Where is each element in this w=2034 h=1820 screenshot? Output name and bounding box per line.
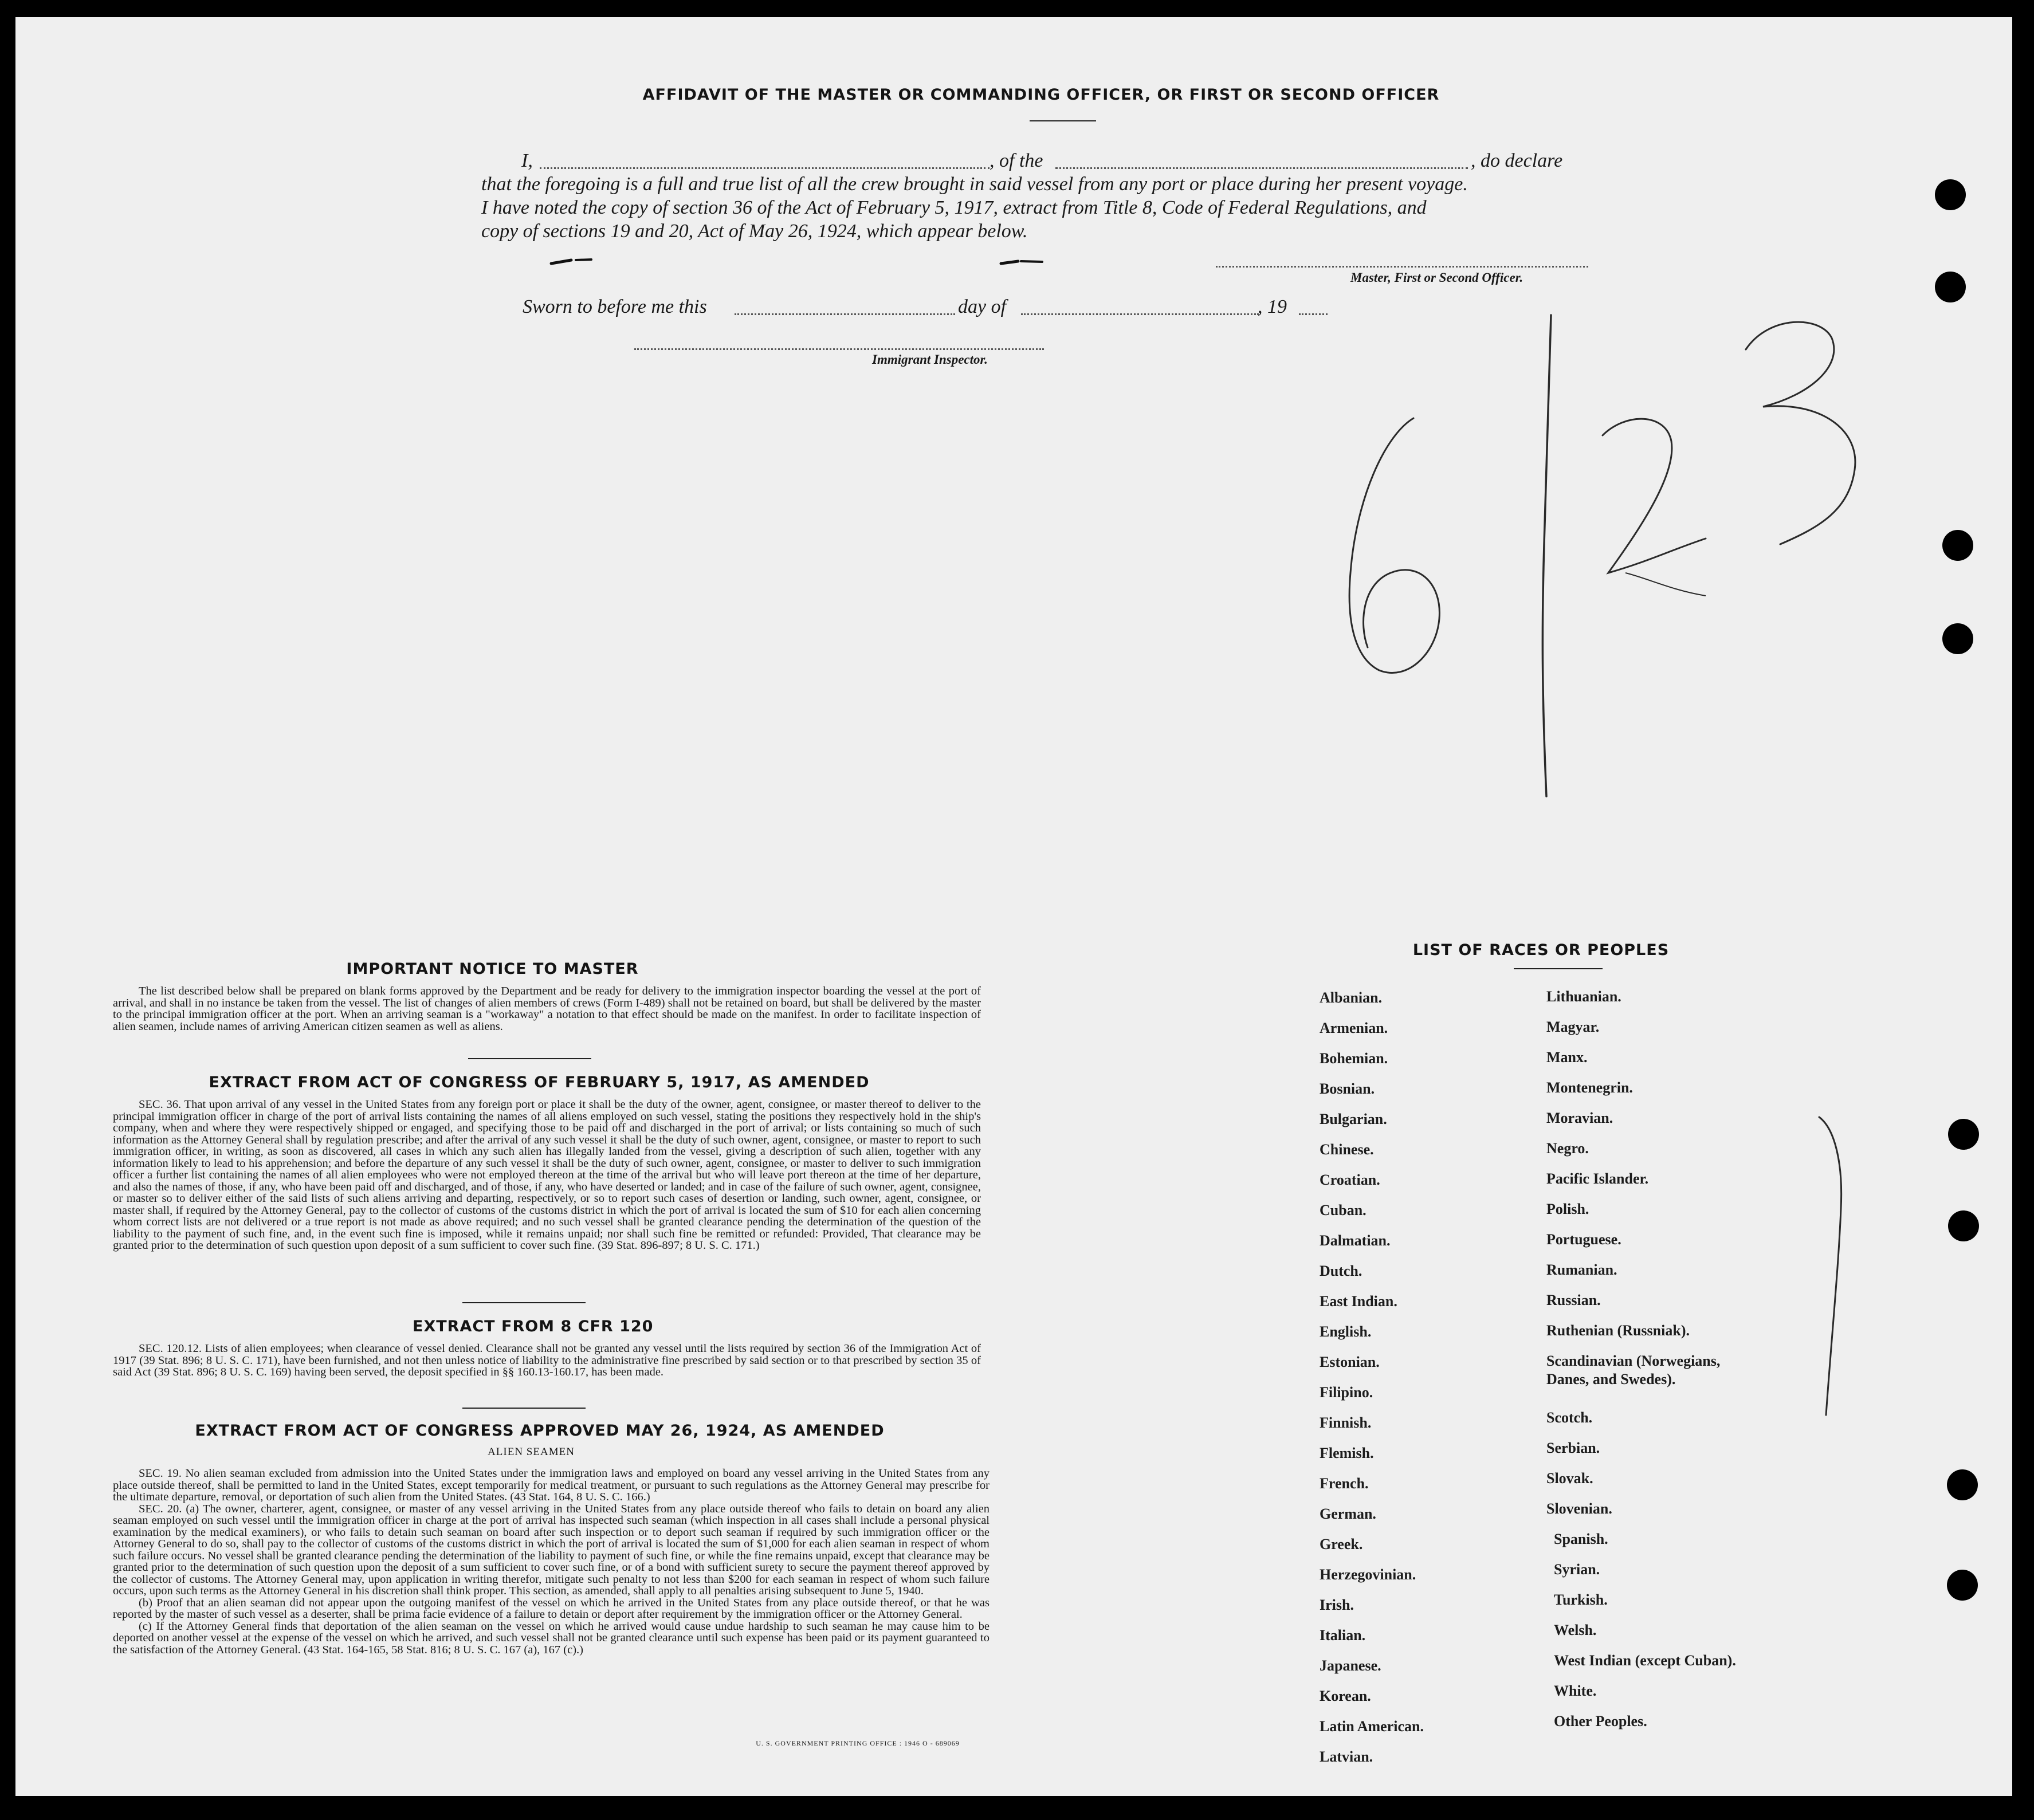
divider (1514, 968, 1603, 969)
race-dalmatian: Dalmatian. (1320, 1232, 1391, 1249)
extract-1917-title: EXTRACT FROM ACT OF CONGRESS OF FEBRUARY 5, 1917, AS AMENDED (209, 1074, 870, 1091)
race-slovak: Slovak. (1546, 1470, 1593, 1487)
sworn-year: , 19 (1258, 296, 1287, 317)
race-armenian: Armenian. (1320, 1020, 1388, 1036)
sworn-text: Sworn to before me this (523, 296, 707, 317)
race-manx: Manx. (1546, 1049, 1588, 1066)
extract-1917-paragraph: SEC. 36. That upon arrival of any vessel in the United States from any foreign port or place it shall be the duty of the owner, agent, consignee, or master thereof to deliver to the principal immigration officer in charge of the port of arrival lists containing the names of all aliens employed on such vessel, stating the positions they respectively hold in the ship's company, when and where they were respectively shipped or engaged, and specifying those to be paid off and discharged in the port of arrival; or lists containing so much of such information as the Attorney General shall by regulation prescribe; and after the arrival of any such vessel it shall be the duty of such owner, agent, consignee, or master to report to such immigration officer, in writing, as soon as discovered, all cases in which any such alien has illegally landed from the vessel, giving a description of such alien, together with any information likely to lead to his apprehension; and before the departure of any such vessel it shall be the duty of such owner, agent, consignee, or master to deliver to such immigration officer a further list containing the names of all alien employees who were not employed thereon at the time of the arrival but who will leave port thereon at the time of her departure, and also the names of those, if any, who have been paid off and discharged, and of those, if any, who have deserted or landed; and in case of the failure of such owner, agent, consignee, or master so to deliver either of the said lists of such aliens arriving and departing, respectively, or so to report such cases of desertion or landing, such owner, agent, consignee, or master shall, if required by the Attorney General, pay to the collector of customs of the customs district in which the port of arrival is located the sum of $10 for each alien concerning whom correct lists are not delivered or a true report is not made as above required; and no such vessel shall be granted clearance pending the determination of the question of the liability to the payment of such fine, and, in the event such fine is imposed, while it remains unpaid; nor shall such fine be remitted or refunded: Provided, That clearance may be granted prior to the determination of such question upon deposit of a sum sufficient to cover such fine. (39 Stat. 896-897; 8 U. S. C. 171.) (113, 1098, 981, 1252)
race-ruthenian: Ruthenian (Russniak). (1546, 1322, 1690, 1339)
punch-hole (1947, 1469, 1978, 1500)
race-german: German. (1320, 1505, 1376, 1522)
race-croatian: Croatian. (1320, 1172, 1380, 1188)
declaration-line-2: that the foregoing is a full and true list of all the crew brought in said vessel from any port or place during her present voyage. (481, 174, 1468, 195)
handwritten-6-23 (1305, 304, 1935, 819)
race-portuguese: Portuguese. (1546, 1231, 1621, 1248)
punch-hole (1947, 1570, 1978, 1601)
race-scandinavian: Scandinavian (Norwegians, Danes, and Swedes). (1546, 1353, 1721, 1387)
sworn-month-blank (1021, 313, 1259, 315)
punch-hole (1935, 272, 1966, 302)
inspector-signature-line (634, 348, 1044, 350)
race-negro: Negro. (1546, 1140, 1589, 1157)
printer-imprint: U. S. GOVERNMENT PRINTING OFFICE : 1946 O - 689069 (756, 1739, 960, 1747)
extract-1924-title: EXTRACT FROM ACT OF CONGRESS APPROVED MAY 26, 1924, AS AMENDED (195, 1422, 885, 1440)
affidavit-title: AFFIDAVIT OF THE MASTER OR COMMANDING OFFICER, OR FIRST OR SECOND OFFICER (642, 86, 1440, 104)
sworn-day-blank (735, 313, 955, 315)
declaration-line-4: copy of sections 19 and 20, Act of May 26, 1924, which appear below. (481, 221, 1028, 242)
ink-dashes (548, 252, 1064, 275)
race-spanish: Spanish. (1554, 1531, 1608, 1547)
race-japanese: Japanese. (1320, 1657, 1381, 1674)
race-syrian: Syrian. (1554, 1561, 1600, 1578)
race-herzegovinian: Herzegovinian. (1320, 1566, 1416, 1583)
race-slovenian: Slovenian. (1546, 1500, 1612, 1517)
race-moravian: Moravian. (1546, 1110, 1613, 1126)
divider (468, 1058, 591, 1059)
race-scotch: Scotch. (1546, 1409, 1593, 1426)
race-serbian: Serbian. (1546, 1440, 1600, 1456)
declaration-i: I, (521, 150, 533, 171)
divider (462, 1302, 586, 1303)
race-cuban: Cuban. (1320, 1202, 1367, 1218)
race-latvian: Latvian. (1320, 1748, 1373, 1765)
race-korean: Korean. (1320, 1688, 1371, 1704)
race-other-peoples: Other Peoples. (1554, 1713, 1647, 1729)
race-polish: Polish. (1546, 1201, 1589, 1217)
race-east-indian: East Indian. (1320, 1293, 1397, 1310)
sec-19-paragraph: SEC. 19. No alien seaman excluded from admission into the United States under the immigration laws and employed on board any vessel arriving in the United States from any place outside thereof, shall be permitted to land in the United States, except temporarily for medical treatment, or pursuant to such regulations as the Attorney General may prescribe for the ultimate departure, removal, or deportation of such alien from the United States. (43 Stat. 164, 8 U. S. C. 166.) (113, 1467, 989, 1503)
race-dutch: Dutch. (1320, 1263, 1362, 1279)
sworn-day-of: day of (958, 296, 1007, 317)
race-finnish: Finnish. (1320, 1414, 1372, 1431)
inspector-label: Immigrant Inspector. (872, 352, 988, 367)
races-title: LIST OF RACES OR PEOPLES (1412, 941, 1670, 959)
divider (1030, 120, 1096, 121)
punch-hole (1935, 179, 1966, 210)
extract-cfr-body (113, 1343, 981, 1378)
punch-hole (1948, 1210, 1979, 1241)
punch-hole (1942, 530, 1973, 561)
punch-hole (1942, 623, 1973, 654)
race-bosnian: Bosnian. (1320, 1080, 1375, 1097)
extract-1924-body (113, 1468, 989, 1656)
race-pacific-islander: Pacific Islander. (1546, 1170, 1649, 1187)
declaration-line-3: I have noted the copy of section 36 of the Act of February 5, 1917, extract from Title 8, Code of Federal Regulations, and (481, 197, 1427, 218)
sec-20c-paragraph: (c) If the Attorney General finds that deportation of the alien seaman on the vessel on which he arrived would cause undue hardship to such seaman he may cause him to be deported on another vessel at the expense of the vessel on which he arrived, and such vessel shall not be granted clearance until such expense has been paid or its payment guaranteed to the satisfaction of the Attorney General. (43 Stat. 164-165, 58 Stat. 816; 8 U. S. C. 167 (a), 167 (c).) (113, 1619, 989, 1656)
extract-1917-body (113, 1099, 981, 1252)
master-signature-line (1216, 266, 1588, 268)
race-lithuanian: Lithuanian. (1546, 988, 1621, 1005)
race-filipino: Filipino. (1320, 1384, 1373, 1401)
race-chinese: Chinese. (1320, 1141, 1374, 1158)
race-welsh: Welsh. (1554, 1622, 1597, 1638)
race-bulgarian: Bulgarian. (1320, 1111, 1387, 1127)
race-russian: Russian. (1546, 1292, 1601, 1308)
notice-title: IMPORTANT NOTICE TO MASTER (346, 960, 639, 978)
vessel-blank (1055, 167, 1468, 169)
race-italian: Italian. (1320, 1627, 1366, 1644)
notice-body (113, 985, 981, 1032)
race-white: White. (1554, 1683, 1597, 1699)
race-estonian: Estonian. (1320, 1354, 1380, 1370)
document-page (15, 17, 2012, 1796)
race-greek: Greek. (1320, 1536, 1363, 1552)
race-irish: Irish. (1320, 1597, 1354, 1613)
declaration-declare: , do declare (1471, 150, 1563, 171)
extract-cfr-paragraph: SEC. 120.12. Lists of alien employees; when clearance of vessel denied. Clearance shall not be granted any vessel until the lists required by section 36 of the Immigration Act of 1917 (39 Stat. 896; 8 U. S. C. 171), have been furnished, and not then unless notice of liability to the administrative fine prescribed by said section or to that prescribed by section 35 of said Act (39 Stat. 896; 8 U. S. C. 169) having been served, the deposit specified in §§ 160.13-160.17, has been made. (113, 1342, 981, 1378)
sec-20a-paragraph: SEC. 20. (a) The owner, charterer, agent, consignee, or master of any vessel arriving in the United States from any place outside thereof who fails to detain on board any alien seaman employed on such vessel until the immigration officer in charge at the port of arrival has inspected such seaman (which inspection in all cases shall include a personal physical examination by the medical examiners), or who fails to detain such seaman on board after such inspection or to deport such seaman if required by such immigration officer or the Attorney General to do so, shall pay to the collector of customs of the customs district in which the port of arrival is located the sum of $1,000 for each alien seaman in respect of whom such failure occurs. No vessel shall be granted clearance pending the determination of the liability to payment of such fine, or while the fine remains unpaid, except that clearance may be granted prior to the determination of such question upon the deposit of a sum sufficient to cover such fine, or of a bond with sufficient surety to secure the payment thereof approved by the collector of customs. The Attorney General may, upon application in writing therefor, mitigate such penalty to not less than $200 for each seaman in respect of whom such failure occurs, upon such terms as the Attorney General in his discretion shall think proper. This section, as amended, shall apply to all penalties arising subsequent to June 5, 1940. (113, 1502, 989, 1597)
punch-hole (1948, 1119, 1979, 1150)
race-french: French. (1320, 1475, 1369, 1492)
race-magyar: Magyar. (1546, 1019, 1600, 1035)
race-flemish: Flemish. (1320, 1445, 1374, 1461)
race-west-indian: West Indian (except Cuban). (1554, 1652, 1736, 1669)
master-signature-label: Master, First or Second Officer. (1350, 270, 1523, 285)
sec-20b-paragraph: (b) Proof that an alien seaman did not appear upon the outgoing manifest of the vessel on which he arrived in the United States from any place outside thereof, or that he was reported by the master of such vessel as a deserter, shall be prima facie evidence of a failure to detain or deport after requirement by the immigration officer or the Attorney General. (113, 1596, 989, 1621)
race-montenegrin: Montenegrin. (1546, 1079, 1633, 1096)
declaration-of-the: , of the (989, 150, 1043, 171)
extract-1924-subtitle: ALIEN SEAMEN (488, 1446, 575, 1458)
name-blank (540, 167, 989, 169)
race-bohemian: Bohemian. (1320, 1050, 1388, 1067)
race-english: English. (1320, 1323, 1372, 1340)
handwritten-bracket (1803, 1094, 1872, 1438)
race-rumanian: Rumanian. (1546, 1261, 1617, 1278)
extract-cfr-title: EXTRACT FROM 8 CFR 120 (413, 1318, 654, 1335)
race-turkish: Turkish. (1554, 1591, 1608, 1608)
notice-paragraph: The list described below shall be prepared on blank forms approved by the Department and be ready for delivery to the immigration inspector boarding the vessel at the port of arrival, and shall in no instance be taken from the vessel. The list of changes of alien members of crews (Form I-489) shall not be retained on board, but shall be delivered by the master to the principal immigration officer at the port. When an arriving seaman is a "workaway" a notation to that effect should be made on the manifest. In order to facilitate inspection of alien seamen, include names of arriving American citizen seamen as well as aliens. (113, 985, 981, 1033)
divider (462, 1408, 586, 1409)
race-albanian: Albanian. (1320, 989, 1383, 1006)
race-latin-american: Latin American. (1320, 1718, 1424, 1735)
